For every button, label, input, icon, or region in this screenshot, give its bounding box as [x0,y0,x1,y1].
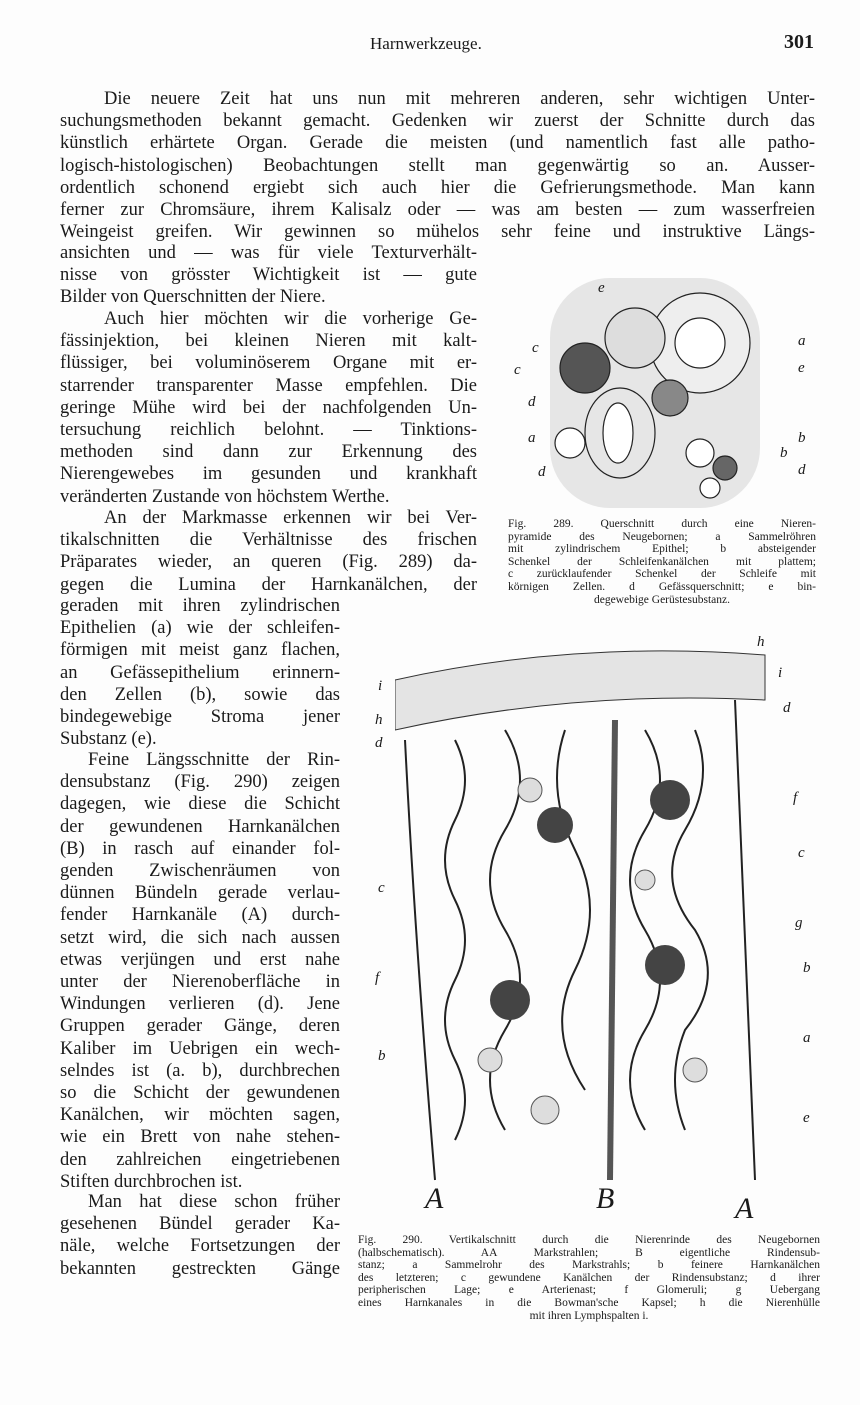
text-line: geringe Mühe wird bei der nachfolgenden Un- [60,397,477,418]
text-line: An der Markmasse erkennen wir bei Ver- [104,508,477,528]
text-line: setzt wird, die sich nach aussen [60,927,340,948]
caption-line: (halbschematisch). AA Markstrahlen; B eigentliche Rindensub- [358,1246,820,1259]
text-line: förmigen mit meist ganz flachen, [60,640,340,661]
fig289-label: e [798,360,805,376]
fig290-label: i [778,665,783,681]
text-line: bindegewebige Stroma jener [60,707,340,727]
fig290-label: f [375,970,380,986]
text-line: ferner zur Chromsäure, ihrem Kalisalz oder — was am besten — zum wasserfreien [60,200,815,220]
text-line: Die neuere Zeit hat uns nun mit mehreren anderen, sehr wichtigen Unter- [104,89,815,109]
fig290-label: a [803,1030,811,1046]
text-line: fässinjektion, bei kleinen Nieren mit kalt- [60,331,477,352]
fig290-label: f [793,790,798,806]
text-line: Stiften durchbrochen ist. [60,1171,243,1192]
text-line: so die Schicht der gewundenen [60,1083,340,1103]
text-line: Substanz (e). [60,729,157,750]
caption-line: peripherischen Lage; e Arterienast; f Glomeruli; g Uebergang [358,1284,820,1297]
fig290-label: c [798,845,805,861]
fig290-region-label: A [735,1192,754,1225]
fig290-label: g [795,915,803,931]
text-line: Nierengewebes im gesunden und krankhaft [60,464,477,485]
text-line: an Gefässepithelium erinnern- [60,662,340,683]
fig290-region-label: A [425,1182,444,1215]
text-line: suchungsmethoden bekannt gemacht. Gedenken wir zuerst der Schnitte durch das [60,111,815,132]
fig289-label: a [528,430,536,446]
fig289-label: c [532,340,539,356]
caption-line: körnigen Zellen. d Gefässquerschnitt; e bin- [508,581,816,593]
text-line: Windungen verlieren (d). Jene [60,994,340,1015]
text-line: wie ein Brett von nahe stehen- [60,1127,340,1148]
fig289-label: d [528,394,536,410]
text-line: logisch-histologischen) Beobachtungen stellt man gegenwärtig so an. Ausser- [60,155,815,176]
text-line: (B) in rasch auf einander fol- [60,838,340,859]
text-line: Man hat diese schon früher [88,1192,340,1212]
caption-line: des letzteren; c gewundene Kanälchen der Rindensubstanz; d ihrer [358,1271,820,1284]
text-line: genden Zwischenräumen von [60,861,340,881]
fig290-label: d [375,735,383,751]
page-number: 301 [784,31,814,53]
text-line: geraden mit ihren zylindrischen [60,596,340,616]
text-line: etwas verjüngen und erst nahe [60,949,340,970]
text-line: methoden sind dann zur Erkennung des [60,442,477,463]
text-line: tikalschnitten die Verhältnisse des frischen [60,530,477,551]
fig289-label: c [514,362,521,378]
text-line: Feine Längsschnitte der Rin- [88,750,340,770]
figure-289-illustration [540,268,770,513]
text-line: den zahlreichen eingetriebenen [60,1149,340,1170]
fig290-label: b [378,1048,386,1064]
caption-line: Fig. 289. Querschnitt durch eine Nieren- [508,518,816,530]
text-line: densubstanz (Fig. 290) zeigen [60,772,340,793]
fig290-label: h [757,634,765,650]
text-line: Weingeist greifen. Wir gewinnen so mühelos sehr feine und instruktive Längs- [60,222,815,243]
fig290-label: c [378,880,385,896]
text-line: dünnen Bündeln gerade verlau- [60,883,340,904]
text-line: fender Harnkanäle (A) durch- [60,905,340,926]
fig290-label: e [803,1110,810,1126]
text-line: Epithelien (a) wie der schleifen- [60,618,340,639]
caption-line: mit ihren Lymphspalten i. [529,1309,649,1322]
text-line: näle, welche Fortsetzungen der [60,1236,340,1257]
text-line: der gewundenen Harnkanälchen [60,816,340,837]
fig289-label: d [538,464,546,480]
fig290-label: b [803,960,811,976]
text-line: ordentlich schonend ergiebt sich auch hier die Gefrierungsmethode. Man kann [60,177,815,198]
text-line: Gruppen gerader Gänge, deren [60,1016,340,1037]
text-line: flüssiger, bei voluminöserem Organe mit er- [60,353,477,374]
fig289-label: b [780,445,788,461]
caption-line: pyramide des Neugebornen; a Sammelröhren [508,530,816,543]
text-line: bekannten gestreckten Gänge [60,1258,340,1279]
caption-line: degewebige Gerüstesubstanz. [593,593,731,606]
fig289-label: d [798,462,806,478]
text-line: selndes ist (a. b), durchbrechen [60,1060,340,1081]
text-line: veränderten Zustande von höchstem Werthe. [60,486,390,507]
fig289-label: a [798,333,806,349]
running-header: Harnwerkzeuge. [370,34,482,53]
text-line: gesehenen Bündel gerader Ka- [60,1214,340,1235]
text-line: Bilder von Querschnitten der Niere. [60,287,326,308]
text-line: starrender transparenter Masse empfehlen. Die [60,375,477,396]
fig290-label: h [375,712,383,728]
text-line: Auch hier möchten wir die vorherige Ge- [104,309,477,329]
text-line: ansichten und — was für viele Texturverhält- [60,243,477,263]
fig289-label: e [598,280,605,296]
text-line: Kanälchen, wir möchten sagen, [60,1105,340,1126]
caption-line: stanz; a Sammelrohr des Markstrahls; b feinere Harnkanälchen [358,1259,820,1272]
figure-290-illustration [395,640,770,1185]
caption-line: Fig. 290. Vertikalschnitt durch die Nierenrinde des Neugebornen [358,1234,820,1246]
text-line: tersuchung reichlich belohnt. — Tinktions- [60,420,477,440]
fig290-label: i [378,678,383,694]
fig290-label: d [783,700,791,716]
fig289-label: b [798,430,806,446]
text-line: künstlich erhärtete Organ. Gerade die meisten (und namentlich fast alle patho- [60,133,815,154]
text-line: gegen die Lumina der Harnkanälchen, der [60,574,477,595]
caption-line: eines Harnkanales in die Bowman'sche Kapsel; h die Nierenhülle [358,1297,820,1309]
caption-line: mit zylindrischem Epithel; b absteigender [508,543,816,556]
caption-line: Schenkel der Schleifenkanälchen mit plattem; [508,555,816,568]
fig290-region-label: B [596,1182,615,1215]
text-line: den Zellen (b), sowie das [60,684,340,705]
text-line: Kaliber im Uebrigen ein wech- [60,1038,340,1059]
caption-line: c zurücklaufender Schenkel der Schleife mit [508,568,816,581]
text-line: unter der Nierenoberfläche in [60,972,340,992]
text-line: dagegen, wie diese die Schicht [60,794,340,815]
text-line: Präparates wieder, an queren (Fig. 289) da- [60,552,477,573]
text-line: nisse von grösster Wichtigkeit ist — gute [60,265,477,286]
